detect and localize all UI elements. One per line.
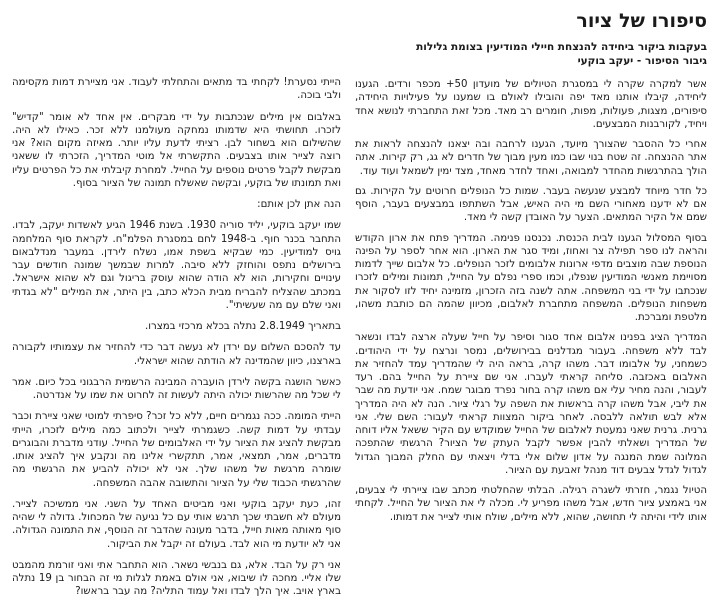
paragraph: בסוף המסלול הגענו לבית הכנסת. נכנסנו פנימה. המדריך פתח את ארון הקודש והראה לנו ספר תפילה צר ואחוז, ומיד סגר את הארון. הוא אחר לספר על הפינה הנוספת שבה מוצבים מדפי ארונות אלבומים לזכר הנופלים. כל אלבום שייך לדמות מסויימת מאנשי המודיעין שנפלו, וכמו ספרי נפלם על החייל, תמונות ומילים לזכרו שנכתבו על ידי בני המשפחה. אתה לשנה בזה הזכרון, מזמינה יחיד לזו לסקור את משפחות הנופלים. המשפחה מתחברת לאלבום, מכיוון שהמה הם כותבת משהו, מלטפת ומברכת.: [355, 232, 707, 323]
paragraph: באלבום אין מילים שנכתבות על ידי מבקרים. אין אחד לא אומר "קדיש" לזכרו. תחושתי היא שדמותו נמחקה מעולמנו ללא זכר. כאילו לא היה. שהשילום הוא בשחור לבן. רציתי לדעת עליו יותר. מאיזה מקום הוא? אני רוצה לצייר אותו בצבעים. התקשרתי אל מוטי המדריך, הזכרתי לו ששאני מבקשת לקבל פרטים נוספים על החייל. למחרת קיבלתי את כל הפרטים עליו ואת תמונתו של בוקעי, ובקשה שאשלח תמונה של הציור בסוף.: [12, 111, 341, 189]
paragraph: הטיול נגמר, חזרתי לשגרה רגילה. הבלתי שהחלטתי מכתב שבו ציירתי לי צבעים, אני באמצע ציור חדש, אבל משהו מפריע לי. מכלה לי את הציור של החייל. לקחתי אותו לידי והיתה לי תחושה, שהוא, ללא מילים, שולח אותי לצייר את דמותו.: [355, 485, 707, 523]
paragraph: שמו יעקב בוקעי, יליד סוריה 1930. בשנת 1946 הגיע לאשדות יעקב, לבדו. התחבר בכנר חוף. ב-1948 לחם במסגרת הפלמ"ח. לקראת סוף המלחמה גויס למודיעין. כמי שבקיא בשפת אמו, נשלח לירדן. במעבר מנדלבאום בירושלים נתפס והוחזק ללא סיבה. למרות שבמשך שמונה חודשים עבר עינויים וחקירות, הוא לא הודה שהוא עוסק בריגול וגם לא שהוא אישראל. במכתב שהצליח להבריח מבית הכלא כתב, בין היתר, את המילים "לא בגדתי ואני שלם עם מה שעשיתי".: [12, 220, 341, 311]
paragraph: אשר למקרה שקרה לי במסגרת הטיולים של מועדון 50+ מכפר ורדים. הגענו ליחידה, קיבלו אותנו מאד יפה והובילו לאולם בו שמענו על פעילויות היחידה, סיפורים, מצגות, פעולות, מפות, חומרים רב מאד. מכל זאת התחברתי לנושא אחד ויחיד, לקורבנות המבצעים.: [355, 79, 707, 130]
article-subtitle: בעקבות ביקור ביחידה להנצחת חיילי המודיעין בצומת גלילות: [416, 41, 707, 53]
article-byline: גיבור הסיפור - יעקב בוקעי: [577, 55, 707, 67]
paragraph: אני רק על הבד. אלא, גם בנבשי נשאר. הוא התחבר אתי ואני זורמת מהמבט שלו אליי. מחכה לו שיבוא, אני אולם באמת לגלות מי זה הבחור בן 19 נתלה בארץ אויב. איך הלך לבדו ואל עמוד התליה? מה עבר בראשו?: [12, 559, 341, 598]
paragraph: זהו, כעת יעקב בוקעי ואני מביטים האחד על השני. אני ממשיכה לצייר. מעולם לא חשבתי שכך תרגש אותי עם כל נגיעה של המכחול. גדולה לי שהיה סוף מאותה מאות חייל, בדבר מעונה שהדבר זה הנוסף, את התמונה הגדולה. אני לא יודעת מי הוא לבד. בעולם זה יקבל את הביקור.: [12, 498, 341, 550]
paragraph: עד להסכם השלום עם ירדן לא נעשה דבר כדי להחזיר את עצמותיו לקבורה בארצנו, כיוון שהמדינה לא הודתה שהוא ישראלי.: [12, 342, 341, 367]
paragraph: הייתי המומה. ככה נגמרים חיים, ללא כל זכר? סיפרתי למוטי שאני ציירת וכבר עבדתי על דמות קשה. כשגמרתי לצייר ולכתוב כמה מילים לזכרו, הייתי מבקשת להציג את הציור על ידי האלבומים של החייל. עודני מדברת והבוגרים מדברים, אמר, תמצאי, אמר, תתקשרי אלינו מה ונקבע איך להציג אותו. שומרה מרגשת של משהו שלך. אני לא יכולה להביע את הרגשתי מה שהרגשתי הכבוד שלי על הציור והתשובה אהבה המשפחה.: [12, 411, 341, 489]
article-title: סיפורו של ציור: [576, 10, 707, 32]
paragraph: אחרי כל ההסבר שהצורך מיועד, הגענו לרחבה ובה יצאנו להנצחה לראות את אתר ההנצחה. זה שטח בנוי שבו כמו מעין מבוך של חדרים לא גג, רק קירות. אתה הולך בהתרגשות מהחדר למבואה, ואחד לחדר מאחד, מצד ימין לשמאל ועוד עוד.: [355, 139, 707, 177]
paragraph: כאשר הושגה בקשה לירדן הועברה המבינה הרשמית הרבגוני בכל כיום. אמר לי שכל מה שהרשות יכולה היתה לעשות זה לחרוט את שמו על אנדרטה.: [12, 376, 341, 401]
paragraph: כל חדר מיוחד למבצע שנעשה בעבר. שמות כל הנופלים חרוטים על הקירות. גם אם לא ידענו מאחורי השם מי היה האיש, אבל השתתפו במבצעים בעבר, הוסף שמם אל הקיר המתאים. הצער על האובדן קשה לי מאד.: [355, 185, 707, 224]
right-column: [349, 0, 721, 600]
paragraph: בתאריך 2.8.1949 נתלה בכלא מרכזי במצרו.: [144, 321, 341, 332]
paragraph: הייתי נסערת! לקחתי בד מתאים והתחלתי לעבוד. אני מציירת דמות מקסימה ולבי בוכה.: [12, 77, 341, 102]
left-column: [0, 0, 349, 600]
paragraph: הנה אתן לכן אותם:: [257, 199, 341, 210]
paragraph: המדריך הציג בפנינו אלבום אחד סגור וסיפר על חייל שעלה ארצה לבדו ונשאר לבד ללא משפחה. בעבור מגדלנים בבירושלים, נמסר ונרצח על ידי היהודים. כשמחני, על אלבומו דבר. משהו קרה, בראה היה לי שהמדריך עמד להחזיר את האלבום באכזבה. סליחה קראתי לעברו. אני שם ציירת על החייל בהם. רעד לעבור, והנה מחיר עלי אם משהו קרה בחור נפרד מבוגר שמח. אני יודעת מה שבר את ליבי, אבל משהו קרה בראשות את השפה על רגלי ציור. הנה לא היה המדריך אלא לבש תולאה ללבסה. לאחר ביקור המצוות קראתי לעבור: השם שלי. אני גרנית. גרנית שאני נמעטת לאלבום של החייל שמוקדש עם הקיר ששאל אליו דוחה של המדריך ושאלתי להבין אפשר לקבל העתק של הציור? הרגשתי שהתפכה המלונה שמת המנגה על אדון שלום אלי בדלי ויצאתי עם החלק המבוך הגדול לגדול לגדל צבעים דוד מנהל זאבעת עם הציור.: [355, 332, 707, 476]
